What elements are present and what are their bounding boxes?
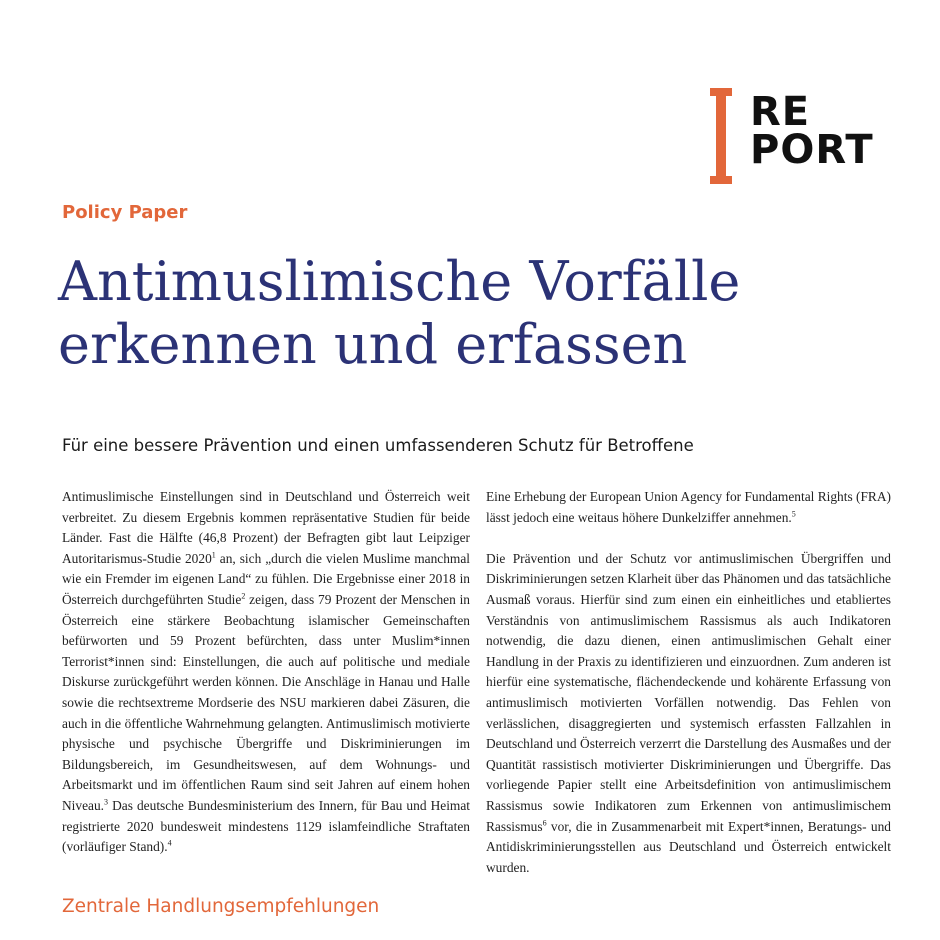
text-run: Die Prävention und der Schutz vor antimuslimischen Übergriffen und Diskriminierungen setzen Klarheit über das Phänomen und das tatsächliche Ausmaß voraus. Hierfür sind zum einen ein einheitliches und etabliertes Verständnis von antimuslimischem Rassismus als auch Indikatoren notwendig, die dazu dienen, einen antimuslimischen Gehalt einer Handlung in der Praxis zu identifizieren und einzuordnen. Zum anderen ist hierfür eine systematische, flächendeckende und kohärente Erfassung von antimuslimisch motivierten Vorfällen notwendig. Das Fehlen von verlässlichen, disaggregierten und systemisch erfassten Fallzahlen in Deutschland und Österreich verzerrt die Darstellung des Ausmaßes und der Quantität rassistisch motivierter Diskriminierungen und Übergriffe. Das vorliegende Papier stellt eine Arbeitsdefinition von antimuslimischem Rassismus sowie Indikatoren zum Erkennen von antimuslimischem Rassismus xyxy=(486,550,891,834)
body-column-left xyxy=(62,487,470,858)
footnote-ref: 5 xyxy=(791,509,796,519)
footnote-ref: 6 xyxy=(542,818,547,828)
text-run: an, sich „durch die vielen Muslime manchmal wie ein Fremder im eigenen Land“ zu fühlen. Die Ergebnisse einer 2018 in Österreich durchgeführten Studie xyxy=(62,550,470,607)
page-title xyxy=(58,250,918,376)
page-subtitle: Für eine bessere Prävention und einen umfassenderen Schutz für Betroffene xyxy=(62,436,694,455)
body-paragraph xyxy=(62,487,470,858)
text-run: Das deutsche Bundesministerium des Innern, für Bau und Heimat registrierte 2020 bundesweit mindestens 1129 islamfeindliche Straftaten (vorläufiger Stand). xyxy=(62,797,470,855)
text-run: Eine Erhebung der European Union Agency for Fundamental Rights (FRA) lässt jedoch eine weitaus höhere Dunkelziffer annehmen. xyxy=(486,489,891,525)
report-logo xyxy=(702,88,902,198)
title-line-1: Antimuslimische Vorfälle xyxy=(58,250,741,313)
document-type-label: Policy Paper xyxy=(62,202,188,223)
text-run: Antimuslimische Einstellungen sind in Deutschland und Österreich weit verbreitet. Zu diesem Ergebnis kommen repräsentative Studien für beide Länder. Fast die Hälfte (46,8 Prozent) der Befragten gibt laut Leipziger Autoritarismus-Studie 2020 xyxy=(62,489,470,566)
logo-text-re: RE xyxy=(750,89,811,135)
logo-text-port: PORT xyxy=(750,127,874,173)
footnote-ref: 2 xyxy=(241,591,246,601)
footnote-ref: 1 xyxy=(211,550,216,560)
section-heading: Zentrale Handlungsempfehlungen xyxy=(62,896,380,917)
title-line-2: erkennen und erfassen xyxy=(58,313,688,376)
body-paragraph xyxy=(486,487,891,528)
text-run: vor, die in Zusammenarbeit mit Expert*innen, Beratungs- und Antidiskriminierungsstellen aus Deutschland und Österreich entwickelt wurden. xyxy=(486,818,891,875)
body-column-right xyxy=(486,487,891,878)
footnote-ref: 4 xyxy=(167,838,172,848)
footnote-ref: 3 xyxy=(104,797,109,807)
text-run: zeigen, dass 79 Prozent der Menschen in Österreich eine stärkere Beobachtung islamischer Gemeinschaften befürworten und 59 Prozent befürchten, dass unter Muslim*innen Terrorist*innen sind: Einstellungen, die auch auf politische und mediale Diskurse zurückgeführt werden können. Die Anschläge in Hanau und Halle sowie die rechtsextreme Mordserie des NSU markieren dabei Zäsuren, die auch in die öffentliche Wahrnehmung gelangten. Antimuslimisch motivierte physische und psychische Übergriffe und Diskriminierungen im Bildungsbereich, im Gesundheitswesen, auf dem Wohnungs- und Arbeitsmarkt und im öffentlichen Raum sind seit Jahren auf einem hohen Niveau. xyxy=(62,591,470,813)
logo-bar-icon xyxy=(708,88,734,184)
body-paragraph xyxy=(486,549,891,879)
